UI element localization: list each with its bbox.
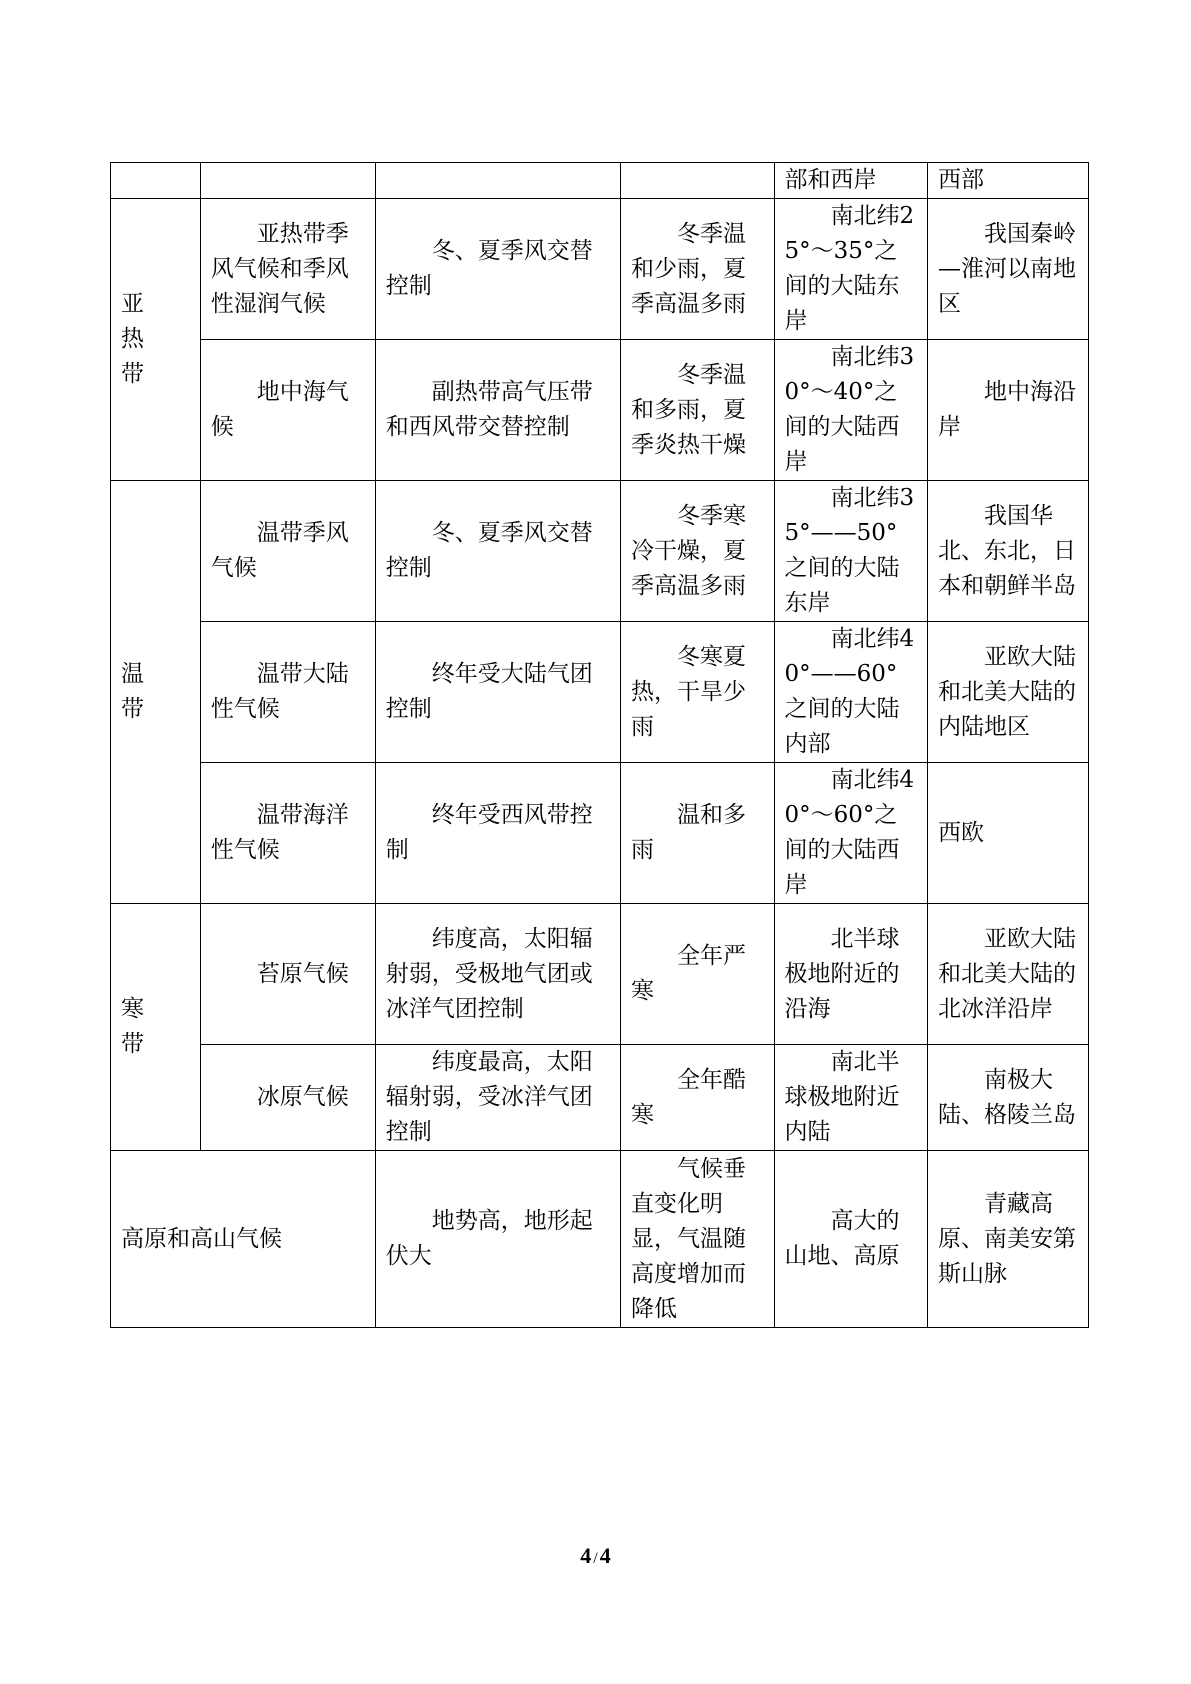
climate-features: 全年酷寒 (631, 1066, 747, 1128)
climate-type: 亚热带季风气候和季风性湿润气候 (210, 220, 349, 317)
climate-type-cell (200, 1045, 375, 1151)
distribution-cell (774, 340, 927, 481)
climate-type: 苔原气候 (256, 960, 349, 987)
climate-distribution: 南北纬35°——50°之间的大陆东岸 (784, 485, 915, 616)
zone-cell-frigid (111, 904, 201, 1151)
page-number (0, 1543, 1191, 1569)
table-row (111, 481, 1089, 622)
features-cell (621, 1045, 774, 1151)
example-cell (927, 199, 1088, 340)
distribution-cell (774, 481, 927, 622)
example-cell (927, 763, 1088, 904)
distribution-cell (774, 622, 927, 763)
climate-example: 亚欧大陆和北美大陆的北冰洋沿岸 (937, 925, 1076, 1022)
cause-cell (375, 1045, 620, 1151)
climate-example: 我国秦岭—淮河以南地区 (937, 220, 1076, 317)
zone-label: 寒带 (121, 996, 144, 1057)
table-row (111, 1151, 1089, 1328)
climate-cause: 副热带高气压带和西风带交替控制 (385, 379, 593, 440)
climate-cause: 地势高，地形起伏大 (385, 1208, 593, 1269)
features-cell (621, 340, 774, 481)
climate-cause: 终年受西风带控制 (385, 802, 593, 863)
climate-type-cell (200, 481, 375, 622)
table-row (111, 1045, 1089, 1151)
climate-type: 冰原气候 (256, 1084, 349, 1110)
climate-type-cell (200, 622, 375, 763)
climate-type-cell (200, 340, 375, 481)
distribution-cell (774, 904, 927, 1045)
climate-distribution: 南北半球极地附近内陆 (784, 1049, 900, 1145)
climate-type-cell (111, 1151, 376, 1328)
example-cell (927, 622, 1088, 763)
climate-distribution: 北半球极地附近的沿海 (784, 925, 900, 1022)
distribution-cell (774, 199, 927, 340)
table-cell (621, 163, 774, 199)
cause-cell (375, 1151, 620, 1328)
table-row (111, 199, 1089, 340)
climate-distribution: 南北纬40°——60°之间的大陆内部 (784, 626, 915, 757)
climate-type: 高原和高山气候 (121, 1225, 282, 1252)
example-cell (927, 481, 1088, 622)
climate-type-cell (200, 904, 375, 1045)
zone-cell-temperate (111, 481, 201, 904)
features-cell (621, 1151, 774, 1328)
climate-type: 温带海洋性气候 (210, 802, 349, 863)
table-row (111, 763, 1089, 904)
cause-cell (375, 340, 620, 481)
table-cell (200, 163, 375, 199)
climate-features: 冬寒夏热，干旱少雨 (631, 643, 747, 740)
climate-example: 西欧 (937, 819, 984, 846)
table-row (111, 163, 1089, 199)
climate-features: 冬季寒冷干燥，夏季高温多雨 (631, 502, 747, 599)
climate-example: 亚欧大陆和北美大陆的内陆地区 (937, 643, 1076, 740)
climate-features: 冬季温和少雨，夏季高温多雨 (631, 220, 747, 317)
page-separator: / (593, 1550, 598, 1567)
table-cell (111, 163, 201, 199)
cause-cell (375, 199, 620, 340)
cause-cell (375, 904, 620, 1045)
climate-distribution: 南北纬30°～40°之间的大陆西岸 (784, 344, 915, 475)
climate-cause: 纬度最高，太阳辐射弱，受冰洋气团控制 (385, 1049, 593, 1145)
table-cell: 部和西岸 (774, 163, 927, 199)
climate-example: 地中海沿岸 (937, 379, 1076, 440)
table-row (111, 622, 1089, 763)
zone-cell-subtropical (111, 199, 201, 481)
climate-distribution: 南北纬25°～35°之间的大陆东岸 (784, 203, 915, 334)
climate-type-cell (200, 763, 375, 904)
features-cell (621, 481, 774, 622)
cause-cell (375, 622, 620, 763)
distribution-cell (774, 1151, 927, 1328)
cause-cell (375, 763, 620, 904)
climate-type: 温带大陆性气候 (210, 661, 349, 722)
zone-label: 亚热带 (121, 291, 144, 387)
climate-type-cell (200, 199, 375, 340)
climate-example: 青藏高原、南美安第斯山脉 (937, 1190, 1076, 1287)
climate-distribution: 高大的山地、高原 (784, 1208, 900, 1269)
climate-cause: 冬、夏季风交替控制 (385, 238, 593, 299)
table-row (111, 340, 1089, 481)
table-cell (375, 163, 620, 199)
climate-distribution: 南北纬40°～60°之间的大陆西岸 (784, 767, 915, 898)
example-cell (927, 340, 1088, 481)
table-cell: 西部 (927, 163, 1088, 199)
features-cell (621, 199, 774, 340)
climate-example: 我国华北、东北，日本和朝鲜半岛 (937, 502, 1076, 599)
climate-type: 温带季风气候 (210, 520, 349, 581)
cause-cell (375, 481, 620, 622)
climate-cause: 冬、夏季风交替控制 (385, 520, 593, 581)
climate-features: 气候垂直变化明显，气温随高度增加而降低 (631, 1155, 747, 1322)
climate-cause: 终年受大陆气团控制 (385, 661, 593, 722)
climate-type: 地中海气候 (210, 379, 349, 440)
distribution-cell (774, 1045, 927, 1151)
climate-features: 冬季温和多雨，夏季炎热干燥 (631, 361, 747, 458)
page-total: 4 (599, 1543, 611, 1568)
climate-table (110, 162, 1089, 1328)
climate-example: 南极大陆、格陵兰岛 (937, 1066, 1076, 1128)
page-current: 4 (580, 1543, 592, 1568)
features-cell (621, 904, 774, 1045)
distribution-cell (774, 763, 927, 904)
example-cell (927, 904, 1088, 1045)
zone-label: 温带 (121, 661, 144, 722)
features-cell (621, 622, 774, 763)
example-cell (927, 1151, 1088, 1328)
climate-features: 全年严寒 (631, 943, 747, 1004)
table-row (111, 904, 1089, 1045)
climate-cause: 纬度高，太阳辐射弱，受极地气团或冰洋气团控制 (385, 925, 593, 1022)
climate-features: 温和多雨 (631, 802, 747, 863)
example-cell (927, 1045, 1088, 1151)
features-cell (621, 763, 774, 904)
